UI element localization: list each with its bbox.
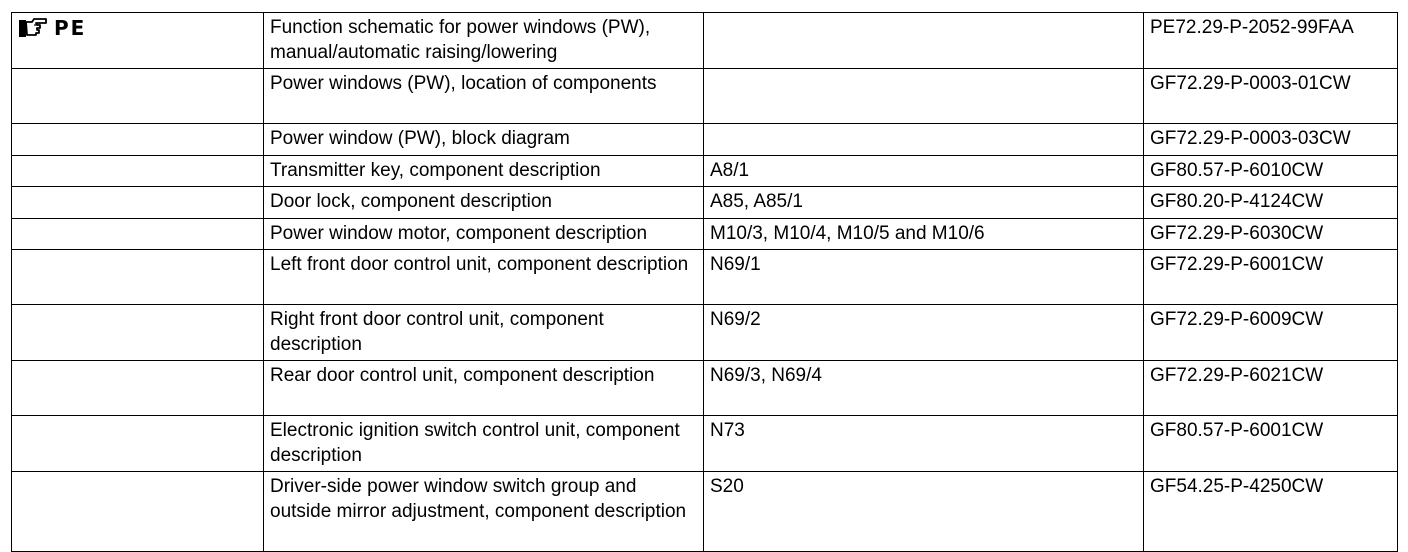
component-ref <box>704 13 1144 69</box>
doc-title: Rear door control unit, component description <box>264 361 704 416</box>
empty-cell <box>12 124 264 156</box>
table-row <box>12 305 1398 361</box>
table-row <box>12 124 1398 156</box>
doc-title: Power windows (PW), location of components <box>264 69 704 124</box>
empty-cell <box>12 361 264 416</box>
empty-cell <box>12 218 264 250</box>
doc-number: GF72.29-P-0003-03CW <box>1144 124 1398 156</box>
empty-cell <box>12 187 264 219</box>
component-ref <box>704 124 1144 156</box>
table-row <box>12 416 1398 472</box>
empty-cell <box>12 69 264 124</box>
table-row <box>12 69 1398 124</box>
component-ref: N69/3, N69/4 <box>704 361 1144 416</box>
doc-number: GF72.29-P-6001CW <box>1144 250 1398 305</box>
empty-cell <box>12 416 264 472</box>
component-ref: A8/1 <box>704 155 1144 187</box>
doc-title: Power window motor, component description <box>264 218 704 250</box>
doc-number: GF72.29-P-6021CW <box>1144 361 1398 416</box>
table-row <box>12 250 1398 305</box>
doc-title: Left front door control unit, component description <box>264 250 704 305</box>
empty-cell <box>12 472 264 552</box>
doc-number: GF80.57-P-6010CW <box>1144 155 1398 187</box>
pe-label: PE <box>54 16 87 40</box>
doc-title: Power window (PW), block diagram <box>264 124 704 156</box>
component-ref: N73 <box>704 416 1144 472</box>
doc-number: PE72.29-P-2052-99FAA <box>1144 13 1398 69</box>
doc-title: Driver-side power window switch group and outside mirror adjustment, component description <box>264 472 704 552</box>
doc-number: GF80.20-P-4124CW <box>1144 187 1398 219</box>
doc-title: Electronic ignition switch control unit, component description <box>264 416 704 472</box>
component-ref: N69/1 <box>704 250 1144 305</box>
doc-title: Right front door control unit, component description <box>264 305 704 361</box>
doc-number: GF72.29-P-6030CW <box>1144 218 1398 250</box>
table-row <box>12 218 1398 250</box>
table-row <box>12 361 1398 416</box>
doc-number: GF54.25-P-4250CW <box>1144 472 1398 552</box>
component-ref: N69/2 <box>704 305 1144 361</box>
doc-number: GF72.29-P-0003-01CW <box>1144 69 1398 124</box>
pointing-hand-icon <box>18 17 48 39</box>
component-ref: A85, A85/1 <box>704 187 1144 219</box>
reference-table <box>11 12 1398 552</box>
table-row <box>12 187 1398 219</box>
empty-cell <box>12 250 264 305</box>
component-ref: M10/3, M10/4, M10/5 and M10/6 <box>704 218 1144 250</box>
doc-title: Transmitter key, component description <box>264 155 704 187</box>
component-ref: S20 <box>704 472 1144 552</box>
pe-marker-cell <box>12 13 264 69</box>
doc-number: GF80.57-P-6001CW <box>1144 416 1398 472</box>
doc-number: GF72.29-P-6009CW <box>1144 305 1398 361</box>
empty-cell <box>12 155 264 187</box>
table-row <box>12 472 1398 552</box>
table-row <box>12 155 1398 187</box>
doc-title: Door lock, component description <box>264 187 704 219</box>
table-row <box>12 13 1398 69</box>
empty-cell <box>12 305 264 361</box>
component-ref <box>704 69 1144 124</box>
doc-title: Function schematic for power windows (PW), manual/automatic raising/lowering <box>264 13 704 69</box>
pe-marker <box>18 16 257 41</box>
